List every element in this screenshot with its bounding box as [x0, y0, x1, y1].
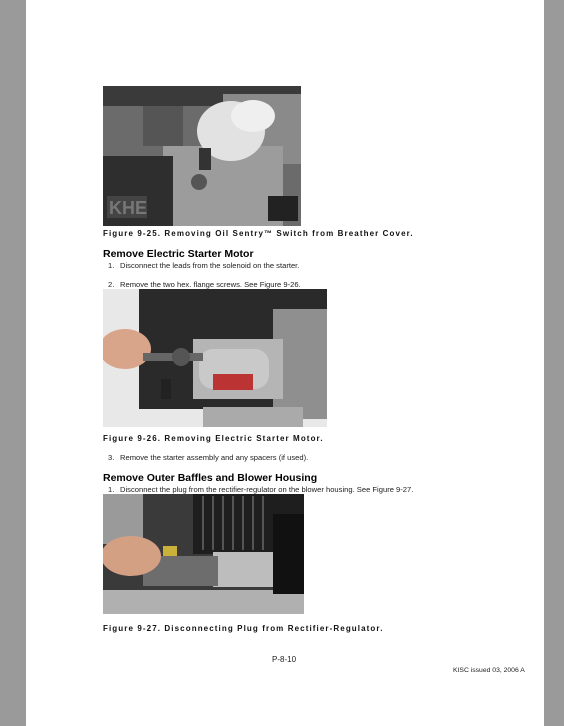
- list-item: [108, 485, 413, 494]
- step-number: 1.: [108, 485, 115, 494]
- figure-9-26-caption: Figure 9-26. Removing Electric Starter Motor.: [103, 434, 324, 443]
- figure-9-27-photo: [103, 494, 304, 614]
- list-item: [108, 280, 301, 289]
- list-item: [108, 261, 299, 270]
- section-heading-outer-baffles: Remove Outer Baffles and Blower Housing: [103, 472, 318, 484]
- step-text: Remove the starter assembly and any spacers (if used).: [120, 453, 309, 462]
- step-text: Remove the two hex. flange screws. See Figure 9-26.: [120, 280, 301, 289]
- figure-9-27-caption: Figure 9-27. Disconnecting Plug from Rectifier-Regulator.: [103, 624, 384, 633]
- step-number: 2.: [108, 280, 115, 289]
- starter-motor-photo-icon: [103, 289, 327, 427]
- section-heading-starter-motor: Remove Electric Starter Motor: [103, 248, 254, 260]
- figure-9-25-caption: Figure 9-25. Removing Oil Sentry™ Switch from Breather Cover.: [103, 229, 414, 238]
- figure-9-26-photo: [103, 289, 327, 427]
- page-number: P-8-10: [272, 655, 297, 664]
- step-number: 1.: [108, 261, 115, 270]
- issue-date: KISC issued 03, 2006 A: [453, 667, 525, 674]
- step-text: Disconnect the leads from the solenoid on the starter.: [120, 261, 300, 270]
- figure-9-25-photo: [103, 86, 301, 226]
- step-number: 3.: [108, 453, 115, 462]
- svg-text:KHE: KHE: [109, 198, 148, 218]
- rectifier-regulator-photo-icon: [103, 494, 304, 614]
- engine-photo-icon: [103, 86, 301, 226]
- step-text: Disconnect the plug from the rectifier-regulator on the blower housing. See Figure 9-27.: [120, 485, 414, 494]
- list-item: [108, 453, 308, 462]
- document-page: [26, 0, 544, 726]
